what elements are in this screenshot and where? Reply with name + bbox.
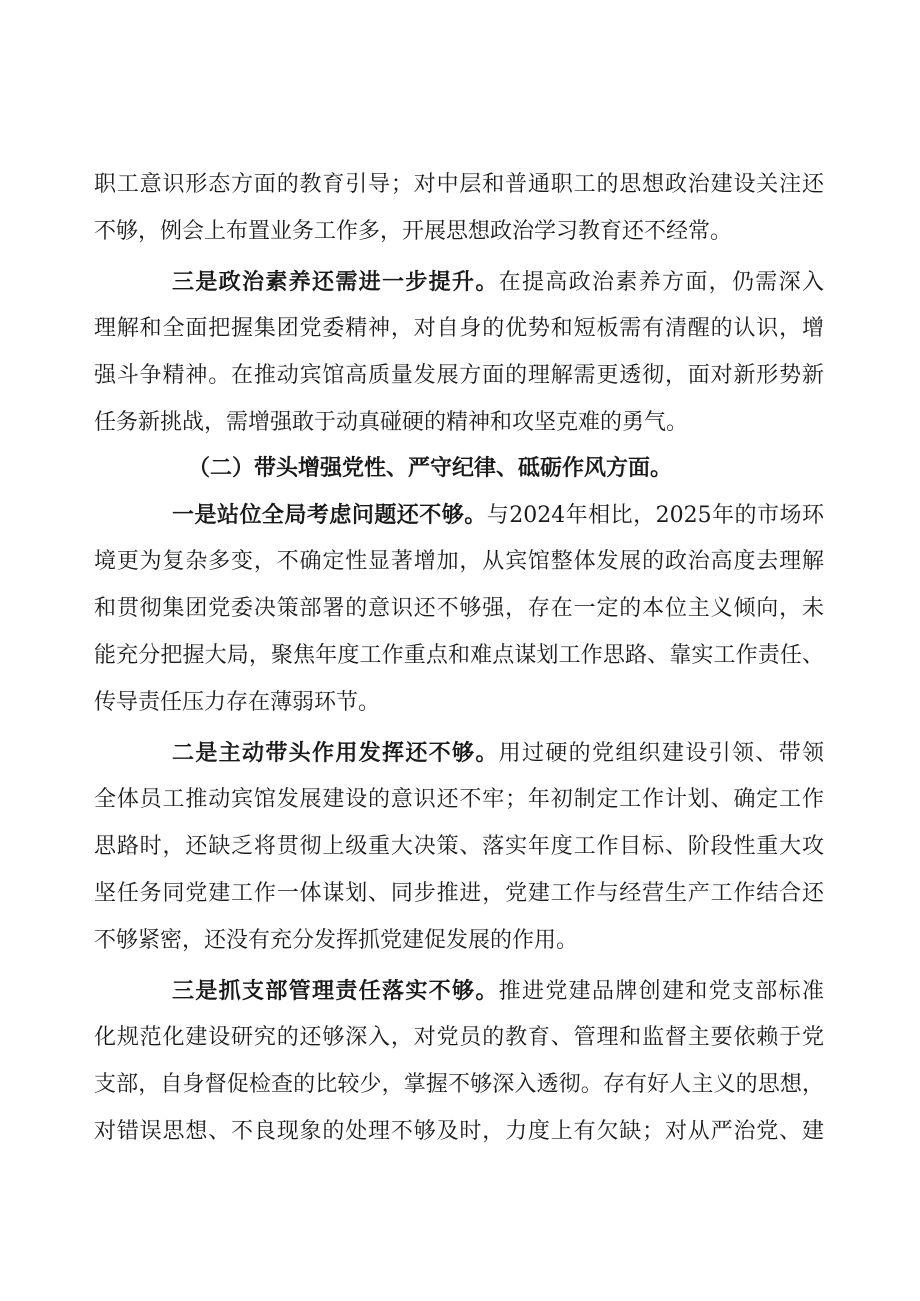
paragraph-first-line [172,733,824,773]
section-heading-text: （二）带头增强党性、严守纪律、砥砺作风方面。 [188,455,673,481]
body-line [94,1112,824,1152]
body-line [94,309,824,349]
paragraph-heading: 一是站位全局考虑问题还不够。 [172,502,487,528]
line-text: 职工意识形态方面的教育引导；对中层和普通职工的思想政治建设关注还 [94,172,824,197]
paragraph-first-line [172,495,824,535]
line-text: 思路时，还缺乏将贯彻上级重大决策、落实年度工作目标、阶段性重大攻 [94,834,824,859]
line-text: 能充分把握大局，聚焦年度工作重点和难点谋划工作思路、靠实工作责任、 [94,643,824,668]
line-text: 不够紧密，还没有充分发挥抓党建促发展的作用。 [94,928,579,953]
body-line [94,827,824,867]
body-line [94,589,824,629]
body-line [94,1065,824,1105]
line-text: 不够，例会上布置业务工作多，开展思想政治学习教育还不经常。 [94,219,733,244]
line-text: 强斗争精神。在推动宾馆高质量发展方面的理解需更透彻，面对新形势新 [94,363,824,388]
section-heading [188,448,824,488]
line-text: 对错误思想、不良现象的处理不够及时，力度上有欠缺；对从严治党、建 [94,1119,824,1144]
body-line [94,921,824,961]
body-line [94,780,824,820]
body-line [94,683,824,723]
body-line [94,212,824,252]
line-text: 推进党建品牌创建和党支部标准 [498,979,824,1004]
body-line [94,356,824,396]
line-text: 用过硬的党组织建设引领、带领 [498,741,824,766]
line-text: 和贯彻集团党委决策部署的意识还不够强，存在一定的本位主义倾向，未 [94,596,824,621]
line-text: 化规范化建设研究的还够深入，对党员的教育、管理和监督主要依赖于党 [94,1025,824,1050]
paragraph-heading: 三是政治素养还需进一步提升。 [172,269,499,295]
paragraph-first-line [172,262,824,302]
body-line [94,165,824,205]
body-line [94,1018,824,1058]
line-text: 在提高政治素养方面，仍需深入 [498,270,824,295]
body-line [94,636,824,676]
line-text: 境更为复杂多变，不确定性显著增加，从宾馆整体发展的政治高度去理解 [94,549,824,574]
line-text: 坚任务同党建工作一体谋划、同步推进，党建工作与经营生产工作结合还 [94,881,824,906]
line-text: 支部，自身督促检查的比较少，掌握不够深入透彻。存有好人主义的思想， [94,1072,824,1097]
line-text: 任务新挑战，需增强敢于动真碰硬的精神和攻坚克难的勇气。 [94,410,689,435]
line-text: 理解和全面把握集团党委精神，对自身的优势和短板需有清醒的认识，增 [94,316,824,341]
body-line [94,874,824,914]
line-text: 全体员工推动宾馆发展建设的意识还不牢；年初制定工作计划、确定工作 [94,787,824,812]
line-text: 传导责任压力存在薄弱环节。 [94,690,381,715]
body-line [94,403,824,443]
body-line [94,542,824,582]
line-text: 与2024年相比，2025年的市场环 [486,503,824,528]
paragraph-heading: 三是抓支部管理责任落实不够。 [172,978,499,1004]
paragraph-first-line [172,971,824,1011]
paragraph-heading: 二是主动带头作用发挥还不够。 [172,740,499,766]
